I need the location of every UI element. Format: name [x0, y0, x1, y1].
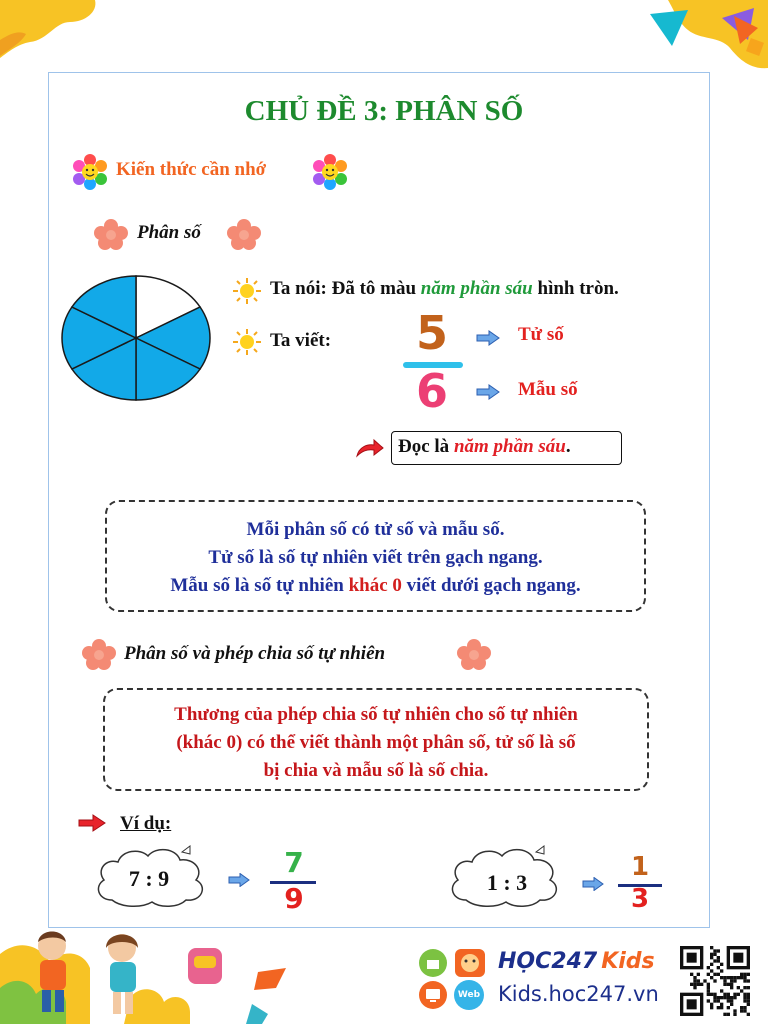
monitor-icon: [418, 980, 448, 1010]
brand-hoc: HỌC247: [498, 949, 598, 974]
fraction-denominator: 6: [415, 364, 448, 418]
denominator-label: Mẫu số: [518, 379, 578, 400]
mascot-logo-icon: [454, 948, 486, 978]
flower-icon: [312, 154, 348, 190]
top-right-decoration: [630, 0, 768, 70]
example-2-denominator: 3: [630, 884, 650, 914]
ta-noi-suffix: hình tròn.: [532, 278, 619, 299]
fraction-numerator: 5: [415, 306, 448, 360]
definition-line-1: Mỗi phân số có tử số và mẫu số.: [246, 519, 505, 540]
qr-code: [680, 946, 750, 1016]
division-rule-box: [103, 688, 649, 791]
fraction-pie: [58, 272, 214, 404]
arrow-right-icon: [582, 877, 604, 891]
ta-noi-prefix: Ta nói: Đã tô màu: [270, 278, 421, 299]
doc-la-prefix: Đọc là: [398, 436, 454, 457]
sun-icon: [232, 277, 262, 305]
curved-arrow-icon: [355, 438, 385, 460]
kids-illustration: [0, 918, 300, 1024]
arrow-right-icon: [476, 330, 500, 346]
example-label: Ví dụ:: [120, 813, 172, 834]
doc-la-box: [391, 431, 622, 465]
page-title: CHỦ ĐỀ 3: PHÂN SỐ: [244, 95, 524, 127]
brand-kids: Kids: [601, 949, 655, 974]
doc-la-highlight: năm phần sáu: [453, 436, 566, 457]
definition-box: [105, 500, 646, 612]
section-heading: Kiến thức cần nhớ: [116, 159, 267, 180]
definition-line-3: Mẫu số là số tự nhiên khác 0 viết dưới gạch ngang.: [170, 575, 581, 596]
nonzero-highlight: khác 0: [348, 575, 402, 596]
arrow-right-icon: [476, 384, 500, 400]
app-store-icon: [418, 948, 448, 978]
ta-viet-label: Ta viết:: [270, 330, 332, 351]
ta-noi-highlight: năm phần sáu: [420, 278, 533, 299]
petal-icon: [81, 638, 117, 670]
sun-icon: [232, 328, 262, 356]
website-link[interactable]: Kids.hoc247.vn: [498, 982, 659, 1006]
rule-line-2: (khác 0) có thể viết thành một phân số, tử số là số: [176, 732, 576, 753]
petal-icon: [226, 218, 262, 250]
petal-icon: [456, 638, 492, 670]
example-1-denominator: 9: [284, 882, 304, 915]
example-2-expression: 1 : 3: [486, 870, 528, 895]
definition-line-2: Tử số là số tự nhiên viết trên gạch ngang.: [208, 547, 543, 568]
pointer-arrow-icon: [78, 814, 106, 832]
doc-la-suffix: .: [565, 436, 571, 457]
top-left-decoration: [0, 0, 110, 70]
flower-icon: [72, 154, 108, 190]
numerator-label: Tử số: [518, 324, 564, 345]
ta-noi-line: [270, 278, 619, 300]
rule-line-1: Thương của phép chia số tự nhiên cho số tự nhiên: [174, 704, 578, 725]
example-1-numerator: 7: [284, 846, 304, 879]
rule-line-3: bị chia và mẫu số là số chia.: [263, 760, 489, 781]
web-badge: Web: [454, 980, 484, 1010]
subheading-division: Phân số và phép chia số tự nhiên: [124, 643, 386, 664]
brand-logo: [498, 949, 655, 974]
arrow-right-icon: [228, 873, 250, 887]
example-1-expression: 7 : 9: [128, 866, 170, 891]
subheading-phan-so: Phân số: [137, 222, 201, 243]
example-2-numerator: 1: [630, 852, 650, 882]
petal-icon: [93, 218, 129, 250]
